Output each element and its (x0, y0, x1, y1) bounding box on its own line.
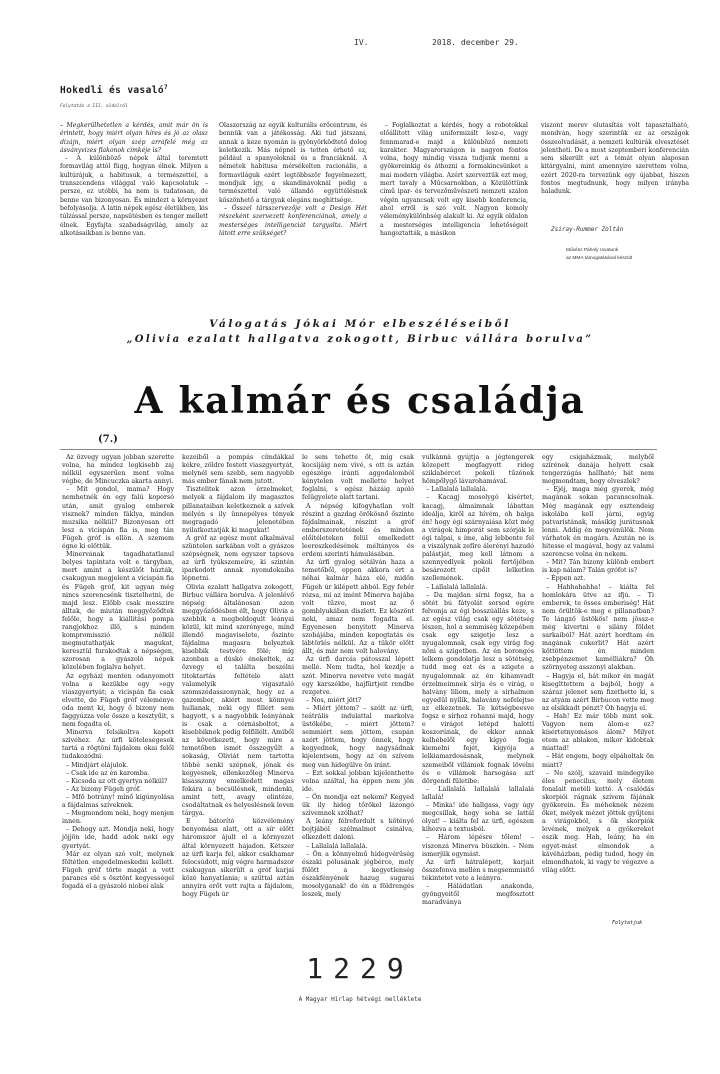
part-number: (7.) (98, 434, 118, 445)
story-paragraph: – Az bizony Fügeh gróf. (66, 785, 141, 793)
interview-question: – Összel társszervezője volt a Design Hét részeként szervezett konferenciának, amely a mesterséges intelligenciát targyalta. Miért látott erre szükséget? (219, 204, 367, 237)
column-credit-line: az MMA támogatásával készült (566, 256, 633, 261)
interview-paragraph: – Foglalkoztat a kérdés, hogy a robotokkal előállított világ uniformizált lesz-e, vagy fennmarad-e majd a különböző nemzeti karakter. Magyarországon is nagyon fontos volna, hogy mindig vissza tudjunk menni a gyökereinkig és áthozni a formakincsünket a mai modern világba. Azért szerveztük ezt meg, mert tavaly a Műcsarnokban, a Közülöttünk című ipar- és tervezőművészeti nemzeti szalon végén ugyancsak volt egy kisebb konferencia, ahol erről is szó volt. Nagyon komoly véleménykülönbség alakult ki. Az egyik oldalon a mesterséges intelligencia lehetőségeit hangoztatták, a másikon (380, 122, 528, 237)
story-paragraph: – Ezt sokkal jobban kijelenthette volna azáltal, ha éppen nem jön ide. (302, 769, 414, 793)
story-paragraph: – Ön a könnyelmű hidegvérűség északi pólusának jégbérce, mely fölött a kegyetlenség északfényének hazug sugarai mosolyganak! de én a földrengés leszek, mely (302, 850, 414, 899)
story-paragraph: kezeiből a pompás címdákkal kékre, zöldre festett viaszgyertyát, melynél sem szebb, sem nagyobb más ember fának nem jutott. (182, 454, 294, 486)
story-column-5 (542, 454, 654, 875)
story-paragraph: Minervának tagadhatatlanul belyes tapintata volt e tárgyban, mert amint a készülőt húzták, csakugyan megjelent a vicispán fia és Fügeh gróf, kit ugyan még nincs szerencsénk tisztelhetni, de majd lesz. Előbb csak messzire álltak, de miután meggyőződtek felőle, hogy a kiállítási pompa rangjokhoz illő, s minden kompromisszió nélkül megmutathatják magukat, keresztül furakodtak a népségen, szorosan a gyászoló népek közelében foglalva helyet. (62, 551, 174, 672)
story-column-2 (182, 454, 294, 899)
interview-paragraph: – A különböző népek által teremtett formavilág attól függ, hogyan élnek. Milyen a kultúrájuk, a habitusuk, a természettel, a transzcendens világgal való kapcsolatuk – persze, ez utóbbi, ha nem is tudatosan, de benne van bizonyosan. És mindezt a környezet befolyásolja. A latin népek egész életükben, kis túlzással persze, napsütésben és tenger mellett élnek. Egyfajta szabadságvilág, amely az alkotásaikban is benne van. (60, 155, 208, 237)
issue-date: 2018. december 29. (432, 38, 519, 47)
interview-title-text: Hokedli és vasaló (60, 85, 165, 97)
story-paragraph: Az úrfi hátralépett, karjait összefonva mellén s megsemmisítő tekintetet vete a leányra. (422, 858, 534, 882)
story-paragraph: Minerva felsikoltva kapott szívéhez. Az úrfi köteleségesek tartá a rögtöni fájdalom okai felől tudakozódni. (62, 729, 174, 761)
column-credit-line: Művész Páholy rovatunk (566, 248, 619, 253)
interview-column-3 (380, 122, 528, 238)
story-paragraph: Tisztelitek azon érzelmeket, melyek a fájdalom ily magasztos pillanataiban keletkeznek a szívek mélyén s ily ünnepélyes tények megragadó jelenetében nyilatkoztatják ki magukat! (182, 486, 294, 534)
author-signature: Zsiray-Rummer Zoltán (551, 226, 624, 233)
story-paragraph: Az egyházi menten odanyomott volna a kezükbe egy »egy viaszgyertyát; a vicispán fia csak elvette, de Fügeh gróf véleménye oda ment ki, hogy ő bizony nem faggyúzza vele össze a kesztyűit, s nem fogadta el. (62, 672, 174, 729)
story-paragraph: E bátorító közvélemény benyomása alatt, ott a sír előtt háromszor ájult el a környezet által környezett hajadon. Kétszer az úrfi karja fel, akkor csakhamar felocsúdott, míg végre harmadszor csakugyan sikerült a gróf karjai közé hanyatlania; s szüttal aztán annyira erőt vett rajta a fájdalom, hogy Fügeh úr (182, 818, 294, 899)
interview-paragraph: viszont merev elutasítás volt tapasztalható, mondván, hogy szerintük ez az országok összeolvadását, a nemzeti kultúrák elvesztését jelentheti. De a most szeptemberi konferencián sem sikerült ezt a témát olyan alaposan kitárgyalni, mint amennyire szerettem volna, ezért 2020-ra tervezünk egy újabbat, hiszen fontos megtudnunk, hogy milyen irányba haladunk. (541, 122, 689, 196)
story-paragraph: A népség kifogyhatlan volt részint a gazdag örökösnő őszinte fájdalmainak, részint a gróf emberszeretetének és minden előítéleteken felül emelkedett leereszkedésének méltányos és erdem szerinti hámulásában. (302, 502, 414, 559)
story-paragraph: Az özvegy ugyan jobban szerette volna, ha mindez legkisebb zaj nélkül egyszerűen ment volna végbe, de Mincuczka akarta annyi. (62, 454, 174, 486)
interview-paragraph (60, 122, 208, 155)
story-paragraph: A gróf az egész ment alkalmával szüntelen sarkában volt a gyászos szépségnek, nem egyszer tapsova az úrfi tyúkszemeire, ki szintén iparkodott annak nyomdokaiba lépnetni. (182, 534, 294, 583)
story-paragraph: Az úrfi darcás pátosszal lépett mellé. Nem tudta, hol kezdje a szót. Minerva nevetve vete magát egy karszékbe, hajfürtjeit rendbe rezgetve. (302, 656, 414, 696)
interview-column-2 (219, 122, 367, 238)
story-paragraph: – Mindjárt elájulok. (66, 761, 129, 769)
story-paragraph: Az úrfi gyalog sétálván haza a temetőből, eppen akkora ért a néhai kalmár háza elé, midőn Fügeh úr kilépett abból. Egy fehér rózsa, mi az imént Minerva hajába volt tűzve, most az ő gomblyukában díszlett. Ez köszönt neki, amaz nem fogadta el. Egyenesen benyitott Minerva szobájába, minden kopogtatás és lábtörlés nélkül. Az a tükör előtt állt, és már nem volt halovány. (302, 559, 414, 656)
story-paragraph: – Da majdan sírni fogsz, ha a sötét bú fátyolát sorsod egére felvonja az égi bosszúállás keze, s az egész világ csak egy sötétség lészen, hol a semmiség közepében csak egy szigetje lesz a nyugalomnak, csak egy virág fog nőni a szigetben. Az én borongós lelkem gondolatja lesz a sötétség, tudd meg ezt és a szigete a nyugalomnak az én kihamvadt érzelmeimnek sírja és e virág, e halvány liliom, mely a sírhalmon egyedül nyílik, halavány nefelejtse az elkezetnek. Te kétségbeesve fogsz e sírhoz rohanni majd, hogy e virágot letépd halottí koszorúnak, de ekkor annak kelhébelől egy kígyó fogja kiemelni fejét, kígyója a lelkiamardosásnak, melynek szemeiből villámok fognak lövelni és e villámok harsogása azt dörgendi fületibe: (422, 591, 534, 785)
story-column-1 (62, 454, 174, 891)
story-paragraph: – Ön mondja ezt nekem? Kegyed ük ily hideg tőrökel lázongó szívemnek szólhat? (302, 793, 414, 818)
story-paragraph: – Minka! ide hallgass, vagy úgy megcsillak, hogy soha se lattál olyat! – kiálta fel az úrfi, egészen kihozva a textusból. (422, 802, 534, 834)
interview-title (60, 84, 168, 96)
story-paragraph: le sem tehette őt, míg csak kocsijáig nem vivé, s ott is aztán egészége iránti aggodalomból kénytelen volt mellette helyet foglalni, s egész házáig apoló felügyelete alatt tartani. (302, 454, 414, 502)
story-paragraph: – Lallalalá lallalalá lallalalá lallalá! (422, 785, 534, 801)
story-paragraph: – Kacagj mosolygó kísértet, kacagj, álmaimnak lábattan ideálja, kiről az hívém, oh balga én! hogy égi szárnyaiása közt még a virágok himporát sem szórják le égi talpai, s íme, alig lebbente fel a viszálynak zefíre álerényi hazudó palástját, meg kell látnom a szennyedlyek pokoli fertőjében besározott cipőit lelketlen szellemének. (422, 494, 534, 583)
interview-question: – Megkerülhetetlen a kérdés, amit már ön is érintett, hogy miért olyan híres és jó az olasz dizájn, miért olyan szép arrafelé még az ásványvizes flakonok címkéje is? (60, 122, 208, 154)
story-paragraph: – Háládatlan anakonda, gyöngyeitől megfosztott maradványa (422, 882, 534, 907)
to-be-continued: Folytatjuk (612, 920, 643, 926)
title-mark: 7 (164, 84, 169, 91)
interview-column-4 (541, 122, 689, 197)
story-paragraph: – Mit gondol, mama? Hogy nemhetnék én egy falú koporsó után, amit gyalog emberek visznek? minden fáklya, minden muzsika nélkül? Bizonyosan ott lesz a vicispán fia is, meg tán Fügeh gróf is ellön. A szemem égne ki előttük. (62, 486, 174, 551)
story-paragraph: – Dehogy azt. Mondja neki, hogy jöjjön ide, hadd adok neki egy gyertyát. (62, 826, 174, 850)
story-paragraph: – Hah! Ez már több mint sok. Vagyon nem álom-e ez? kísértetnyomásos álom? Milyet etem az ablakon, mikor kidobtak miattad! (542, 713, 654, 753)
feature-title: A kalmár és családja (134, 380, 586, 422)
story-paragraph: – Kicsoda az ott gyertya nélkül? (66, 777, 168, 785)
story-paragraph: – Három lépésre tőlem! – viszonzá Minerva büszkén. – Nem ismerjük egymást. (422, 834, 534, 858)
feature-quote: „Olivia ezalatt hallgatva zokogott, Birbuc vállára borulva” (126, 334, 594, 345)
interview-paragraph (219, 205, 367, 238)
continuation-note: Folytatás a III. oldalról (60, 104, 128, 109)
story-paragraph: – Nos, miért jött? (306, 696, 362, 704)
story-paragraph: – Hát engem, hogy elpáholtak ön miatt? (542, 753, 654, 769)
story-paragraph: – Ejéj, maga még gyerek, még magának sokan paranscsolnak. Még magának egy esztendeig iskolába kell járni, egyig patvaristának, másikig jurátusnak lenni. Addig én megvénülök. Nem várhatok én magára. Azután ne is hitesse el magával, hogy az valami szerencse volna én nekem. (542, 486, 654, 559)
story-paragraph: – Éppen azt. (546, 575, 586, 583)
story-paragraph: vulkánná gyújtja a jégtengerek közepett megfagyott rideg sziklabércet pokoli tűzének hömpölygő lávarohamával. (422, 454, 534, 486)
story-column-3 (302, 454, 414, 899)
story-paragraph: – Lallalalá lallalalá. (426, 486, 488, 494)
story-paragraph: – Lallalalá lallalalá. (426, 583, 488, 591)
story-paragraph: – Megmondom neki, hogy menjen innen. (62, 810, 174, 826)
story-paragraph: – Csak ide az én karomba. (66, 769, 150, 777)
story-column-4 (422, 454, 534, 907)
story-paragraph: – Mit? Tán bizony különb embert is kap nálam? Talán grófot is? (542, 559, 654, 575)
page-number: 1229 (306, 952, 414, 985)
interview-paragraph: Olaszország az egyik kulturális erőcentrum, és bennük van a játékosság. Aki tud játszani, annak a keze nyomán is gyönyörködtető dolog keletkezik. Más népnél is tetten érhető ez, például a spanyoloknál és a franciáknál. A németek habitusa mérsékelten racionális, a formaviláguk ezért legtöbbször fegyelmezett, mondjuk így, a skandinávoknál pedig a természettel való állandó együttélésnek köszönhető a tárgyak elegáns meghittsége. (219, 122, 367, 204)
story-paragraph: – Hahhahahha! – kiálta fel homlokára ütve az ifjú. – Ti emberek, te össes emberiség! Hát nem örültök-e meg e pillanatban? Te lángző üstökös! nem jössz-e még kivertni e silány földet sarkaiból? Hát azért hordtam én magának cukerlit? Hát azért köttöttem én minden zsebpénzemet kamélliákra? Óh szörnyeteg asszonyi alakban. (542, 583, 654, 672)
section-divider (60, 449, 657, 450)
feature-kicker: Válogatás Jókai Mór elbeszéléseiből (209, 318, 511, 330)
story-paragraph: Olivia ezalatt hallgatva zokogott, Birbuc vállára borulva. A jelenlévő népség általánosan azon meggyőződésben élt, hogy Olivia a szebbik a megboldogult leányai közül, kit mind szerényege, mind illendő magaviselete, őszinte fájdalma magasra helyeztek kisebbik testvére fölé; míg azonban a dúskó énekeltek, az özvegy el találta beszélni titoktartás feltétele alatt valamelyik vigasztaló szomszédasszonynak, hogy ez a gazember, akiért most könnyei hullanak, neki egy fillért sem hagyott, s a nagyobbik leányának is csak a cérnásboltot, a kisebbiknek pedig felfillélt. Amiből az következett, hogy mire a temetőben ismét összegyűlt a sokaság, Oliviát nem tartotta többé senki szépnek, jónak és kegyesnek, ellenkezőleg Minerva kisasszony emelkedett magas fokára a becsülésnek, mindenki, amint tett, avagy elintéze, csodáltatnak és helyeslésnek leven tárgya. (182, 583, 294, 818)
story-paragraph: – Lallalalá lallalalá. (306, 842, 368, 850)
story-paragraph: – Hagyja el, hát mikor én magát kiseglttettem a bajból, hogy a száraz jelenet sem fizethette ki, s az atyám azért Birbucon vette meg az elsikkadt pénzt? Óh hagyja el. (542, 672, 654, 712)
story-paragraph: – Miért jöttem? – szólt az úrfi, teátrális indulattal markolva üstökébe, – miért jöttem? semmiért sem jöttem, csupán azért jöttem, hogy önnek, hogy kegyednek, hogy nagysádnak kijelentsem, hogy az én szívem meg van hidegülve ön iránt. (302, 704, 414, 769)
story-paragraph: – Mfő botrány! mínő kigúnyolása a fájdalmas szíveknek. (62, 793, 174, 810)
story-paragraph: Már ez olyan szó volt, melynek föltétlen engedelmeskedni kellett. Fügeh gróf törte magát a vett parancs elé s ösztönt kegyességel fogadá el a gyászoló niobei alak (62, 850, 174, 890)
story-paragraph: – Ne szólj, szavaid mindegyike éles penecilus, mely életem fonalait metéli ketté. A csalódás skorpiói rágnak szívem fájának gyökerein. És méheknek nézem őket, melyek mézet jöttek gyűjteni a virágokból, s ők skorpiók levének, melyek a gyökereket eszik meg. Hah, leány, ha én egyet-mást elmondok a kávéházban, pedig tudod, hogy én elmondhatok, ki vagy te végezve a világ előtt. (542, 769, 654, 874)
interview-column-1 (60, 122, 208, 238)
supplement-footer: A Magyar Hírlap hétvégi melléklete (298, 996, 422, 1003)
story-paragraph: egy csigaházmak, melyből szírének danája helyett csak tengerzúgás hallható; hát nem megmondtam, hogy elveszlek? (542, 454, 654, 486)
story-paragraph: A leány félrefordult s kötényé bojtjából szélmalmot csinálva, elkezdett daloni. (302, 818, 414, 842)
issue-number: IV. (354, 38, 369, 47)
